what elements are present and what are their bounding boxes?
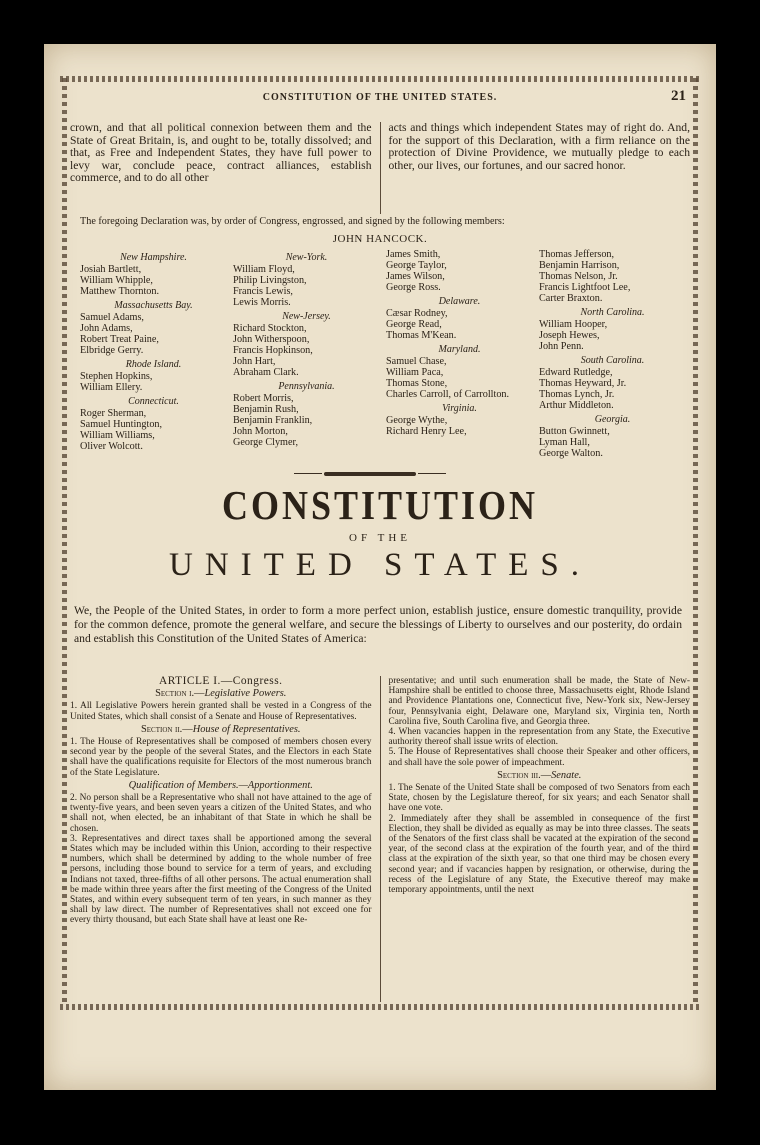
signer-name: Arthur Middleton.	[539, 400, 614, 411]
signer-name: George Wythe,	[386, 415, 448, 426]
signer-name: Thomas M'Kean.	[386, 330, 457, 341]
signer-name: Cæsar Rodney,	[386, 308, 448, 319]
signer-name: Samuel Adams,	[80, 312, 144, 323]
section-3-heading	[389, 771, 691, 781]
signer-name: James Smith,	[386, 249, 441, 260]
declaration-left-text: crown, and that all political connexion between them and the State of Great Britain, is, and ought to be, totally dissolved; and that, as Free and Independent States, they have full power to levy war, conclude peace, contract alliances, establish commerce, and to do all other	[70, 121, 372, 185]
signer-name: John Morton,	[233, 426, 288, 437]
state-heading: North Carolina.	[580, 307, 645, 318]
signer-name: Lewis Morris.	[233, 297, 291, 308]
signer-name: Samuel Huntington,	[80, 419, 163, 430]
state-heading: New-York.	[285, 252, 328, 263]
page-border-top	[60, 76, 700, 82]
section-3-clause-1: 1. The Senate of the United State shall be composed of two Senators from each State, chosen by the Legislature thereof, for six years; and each Senator shall have one vote.	[388, 783, 690, 814]
declaration-right-col	[389, 122, 691, 214]
section-2-clause-3: 3. Representatives and direct taxes shall be apportioned among the several States which may be included within this Union, according to their respective numbers, which shall be determined by adding to the whole number of free persons, including those bound to service for a term of years, and excluding Indians not taxed, three-fifths of all other persons. The actual enumeration shall be made within three years after the first meeting of the Congress of the United States, and within every subsequent term of ten years, in such manner as they shall by law direct. The number of Representatives shall not exceed one for every thirty thousand, but each State shall have at least one Re-	[70, 833, 372, 926]
signer-name: Carter Braxton.	[539, 293, 603, 304]
signers-col-1	[80, 249, 227, 459]
signer-name: Charles Carroll, of Carrollton.	[386, 389, 510, 400]
state-heading: New-Jersey.	[282, 311, 331, 322]
signers-intro: The foregoing Declaration was, by order of Congress, engrossed, and signed by the following members:	[80, 216, 505, 227]
signer-name: Joseph Hewes,	[539, 330, 600, 341]
article-left-col	[70, 676, 372, 1002]
signer-name: Abraham Clark.	[233, 367, 299, 378]
article-right-col	[389, 676, 691, 1002]
section-3-label: Section iii.—	[497, 769, 552, 781]
signer-name: Button Gwinnett,	[539, 426, 610, 437]
state-heading: Virginia.	[442, 403, 477, 414]
signer-name: George Ross.	[386, 282, 441, 293]
signer-name: Philip Livingston,	[233, 275, 307, 286]
section-1-title: Legislative Powers.	[204, 688, 287, 700]
signer-name: William Williams,	[80, 430, 155, 441]
signer-name: Richard Stockton,	[233, 323, 307, 334]
signer-name: Benjamin Harrison,	[539, 260, 620, 271]
signer-name: James Wilson,	[386, 271, 445, 282]
signer-name: Benjamin Rush,	[233, 404, 299, 415]
signer-name: Roger Sherman,	[80, 408, 147, 419]
signer-name: William Paca,	[386, 367, 444, 378]
running-title: CONSTITUTION OF THE UNITED STATES.	[262, 92, 498, 103]
state-heading: Connecticut.	[128, 396, 179, 407]
constitution-title: CONSTITUTION	[221, 482, 539, 528]
signers-col-2	[233, 249, 380, 459]
section-2-clause-1: 1. The House of Representatives shall be composed of members chosen every second year by the people of the several States, and the Electors in each State shall have the qualifications requisite for Electors of the most numerous branch of the State Legislature.	[70, 737, 372, 778]
signer-name: Francis Hopkinson,	[233, 345, 313, 356]
signer-name: Stephen Hopkins,	[80, 371, 153, 382]
signer-name: Samuel Chase,	[386, 356, 447, 367]
running-header	[74, 88, 686, 112]
section-2-title: House of Representatives.	[192, 723, 301, 735]
section-1-text: 1. All Legislative Powers herein granted shall be vested in a Congress of the United States, which shall consist of a Senate and House of Representatives.	[70, 701, 372, 722]
qualification-heading: Qualification of Members.—Apportionment.	[128, 779, 313, 791]
section-1-label: Section i.—	[155, 688, 205, 700]
signer-name: George Read,	[386, 319, 442, 330]
signer-name: William Floyd,	[233, 264, 295, 275]
declaration-right-text: acts and things which independent States may of right do. And, for the support of this Declaration, with a firm reliance on the protection of Divine Providence, we mutually pledge to each other, our lives, our fortunes, and our sacred honor.	[388, 121, 690, 172]
signer-name: Josiah Bartlett,	[80, 264, 142, 275]
hancock-signature: JOHN HANCOCK.	[332, 233, 428, 245]
signer-name: William Ellery.	[80, 382, 143, 393]
ornament-divider	[324, 472, 416, 476]
state-heading: New Hampshire.	[120, 252, 187, 263]
apportionment-text: presentative; and until such enumeration shall be made, the State of New-Hampshire shall be entitled to choose three, Massachusetts eight, Rhode Island and Providence Plantations one, Connecticut five, New-York six, New-Jersey four, Pennsylvania eight, Delaware one, Maryland six, Virginia ten, North Carolina five, South Carolina five, and Georgia three.	[388, 676, 690, 727]
state-heading: South Carolina.	[580, 355, 645, 366]
section-3-clause-2: 2. Immediately after they shall be assembled in consequence of the first Election, they shall be divided as equally as may be into three classes. The seats of the Senators of the first class shall be vacated at the expiration of the second year, of the second class at the expiration of the fourth year, and of the third class at the expiration of the sixth year, so that one third may be chosen every second year; and if vacancies happen by resignation, or otherwise, during the recess of the Legislature of any State, the Executive thereof may make temporary appointments, until the next	[388, 813, 690, 896]
signer-name: William Hooper,	[539, 319, 608, 330]
signers-col-3	[386, 249, 533, 459]
signer-name: George Clymer,	[233, 437, 299, 448]
signer-name: Thomas Nelson, Jr.	[539, 271, 618, 282]
section-2-clause-5: 5. The House of Representatives shall choose their Speaker and other officers, and shall have the sole power of impeachment.	[388, 747, 690, 768]
article-columns	[70, 676, 690, 1002]
section-2-label: Section ii.—	[140, 723, 193, 735]
section-1-heading	[70, 689, 372, 699]
signer-name: John Hart,	[233, 356, 276, 367]
united-states-subtitle: UNITED STATES.	[168, 547, 591, 583]
signer-name: Richard Henry Lee,	[386, 426, 467, 437]
book-page	[44, 44, 716, 1090]
column-rule-2	[380, 676, 381, 1002]
section-2-clause-2: 2. No person shall be a Representative who shall not have attained to the age of twenty-five years, and been seven years a citizen of the United States, and who shall not, when elected, be an inhabitant of that State in which he shall be chosen.	[70, 793, 372, 834]
signer-name: Oliver Wolcott.	[80, 441, 143, 452]
section-2-clause-4: 4. When vacancies happen in the representation from any State, the Executive authority thereof shall issue writs of election.	[388, 727, 690, 748]
signer-name: Francis Lewis,	[233, 286, 293, 297]
signer-name: John Adams,	[80, 323, 133, 334]
signer-name: Francis Lightfoot Lee,	[539, 282, 631, 293]
state-heading: Massachusetts Bay.	[114, 300, 193, 311]
signer-name: John Penn.	[539, 341, 584, 352]
of-the-subtitle: OF THE	[349, 532, 411, 544]
section-2-heading	[70, 725, 372, 735]
signer-name: Edward Rutledge,	[539, 367, 613, 378]
state-heading: Delaware.	[438, 296, 481, 307]
signer-name: Robert Morris,	[233, 393, 294, 404]
signer-name: Robert Treat Paine,	[80, 334, 159, 345]
signers-list	[80, 249, 686, 459]
section-3-title: Senate.	[551, 769, 582, 781]
signer-name: John Witherspoon,	[233, 334, 310, 345]
preamble: We, the People of the United States, in order to form a more perfect union, establish justice, ensure domestic tranquility, provide for the common defence, promote the general welfare, and secure the blessings of Liberty to ourselves and our posterity, do ordain and establish this Constitution of the United States of America:	[74, 604, 682, 645]
signer-name: William Whipple,	[80, 275, 153, 286]
signer-name: Lyman Hall,	[539, 437, 590, 448]
signers-col-4	[539, 249, 686, 459]
declaration-end	[70, 122, 690, 214]
signer-name: Thomas Stone,	[386, 378, 448, 389]
state-heading: Rhode Island.	[125, 359, 182, 370]
article-heading: ARTICLE I.—Congress.	[158, 675, 283, 687]
page-number: 21	[671, 88, 686, 104]
signer-name: Elbridge Gerry.	[80, 345, 144, 356]
column-rule	[380, 122, 381, 214]
signer-name: Thomas Jefferson,	[539, 249, 615, 260]
signer-name: Matthew Thornton.	[80, 286, 160, 297]
declaration-left-col	[70, 122, 372, 214]
signer-name: Thomas Lynch, Jr.	[539, 389, 615, 400]
state-heading: Pennsylvania.	[278, 381, 335, 392]
page-border-bottom	[60, 1004, 700, 1010]
state-heading: Maryland.	[438, 344, 481, 355]
state-heading: Georgia.	[594, 414, 631, 425]
signer-name: George Walton.	[539, 448, 603, 459]
signer-name: Benjamin Franklin,	[233, 415, 313, 426]
signer-name: George Taylor,	[386, 260, 447, 271]
signer-name: Thomas Heyward, Jr.	[539, 378, 627, 389]
